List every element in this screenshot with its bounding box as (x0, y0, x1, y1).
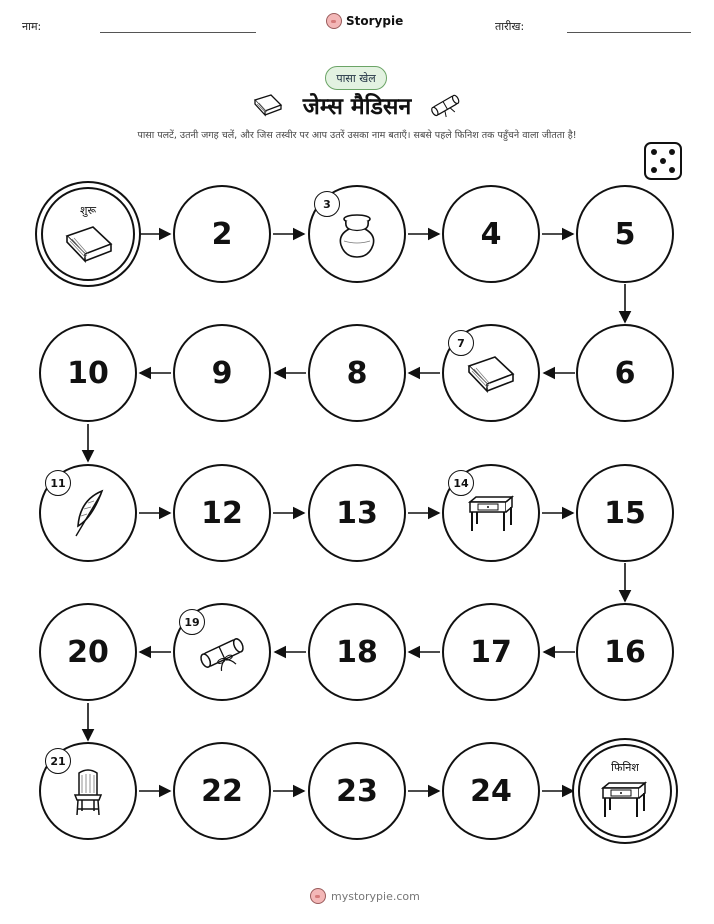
start-label: शुरू (79, 204, 97, 217)
board-square[interactable] (442, 742, 540, 840)
board-square[interactable] (576, 464, 674, 562)
square-number: 15 (604, 495, 646, 531)
book-icon (63, 223, 115, 269)
board-square[interactable] (173, 742, 271, 840)
board-square[interactable] (173, 603, 271, 701)
square-number: 9 (211, 355, 233, 391)
finish-label: फिनिश (611, 761, 639, 774)
footer-url[interactable]: mystorypie.com (331, 889, 420, 903)
scroll-icon (194, 633, 250, 677)
date-label: तारीख: (495, 20, 525, 33)
square-number-badge: 11 (45, 470, 71, 496)
title-text: जेम्स मैडिसन (302, 94, 412, 120)
board-square[interactable] (442, 464, 540, 562)
square-number-badge: 7 (448, 330, 474, 356)
board-square[interactable] (442, 324, 540, 422)
square-number: 8 (346, 355, 368, 391)
board-square[interactable] (39, 742, 137, 840)
finish-square[interactable] (578, 744, 672, 838)
instructions: पासा पलटें, उतनी जगह चलें, और जिस तस्वीर पर आप उतरें उसका नाम बताएँ। सबसे पहले फिनिश तक पहुँचने वाला जीतता है! (137, 130, 577, 141)
chair-icon (71, 767, 105, 821)
square-number: 13 (336, 495, 378, 531)
board-square[interactable] (576, 185, 674, 283)
square-number: 17 (470, 634, 512, 670)
square-number: 12 (201, 495, 243, 531)
square-number: 23 (336, 773, 378, 809)
square-number-badge: 21 (45, 748, 71, 774)
square-number-badge: 19 (179, 609, 205, 635)
book-icon (465, 353, 517, 399)
name-label: नाम: (22, 20, 42, 33)
quill-icon (68, 488, 108, 544)
pot-icon (335, 211, 379, 263)
desk-icon (600, 780, 648, 824)
square-number: 5 (614, 216, 636, 252)
square-number: 18 (336, 634, 378, 670)
square-number: 24 (470, 773, 512, 809)
board-square[interactable] (39, 603, 137, 701)
start-square[interactable] (41, 187, 135, 281)
board-square[interactable] (308, 742, 406, 840)
square-number: 4 (480, 216, 502, 252)
board-square[interactable] (39, 464, 137, 562)
board-square[interactable] (308, 185, 406, 283)
square-number-badge: 14 (448, 470, 474, 496)
game-tag: पासा खेल (325, 66, 387, 90)
board-square[interactable] (442, 185, 540, 283)
brand-name: Storypie (346, 14, 404, 28)
board-square[interactable] (576, 603, 674, 701)
square-number: 6 (614, 355, 636, 391)
board-square[interactable] (442, 603, 540, 701)
board-square[interactable] (173, 464, 271, 562)
footer (310, 888, 420, 904)
square-number: 22 (201, 773, 243, 809)
square-number: 20 (67, 634, 109, 670)
board-square[interactable] (173, 185, 271, 283)
square-number: 2 (211, 216, 233, 252)
board-square[interactable] (173, 324, 271, 422)
board-square[interactable] (308, 464, 406, 562)
square-number: 16 (604, 634, 646, 670)
board-square[interactable] (308, 603, 406, 701)
board-square[interactable] (39, 324, 137, 422)
square-number-badge: 3 (314, 191, 340, 217)
pig-icon (310, 888, 326, 904)
square-number: 10 (67, 355, 109, 391)
board-square[interactable] (576, 324, 674, 422)
board-square[interactable] (308, 324, 406, 422)
desk-icon (467, 494, 515, 538)
